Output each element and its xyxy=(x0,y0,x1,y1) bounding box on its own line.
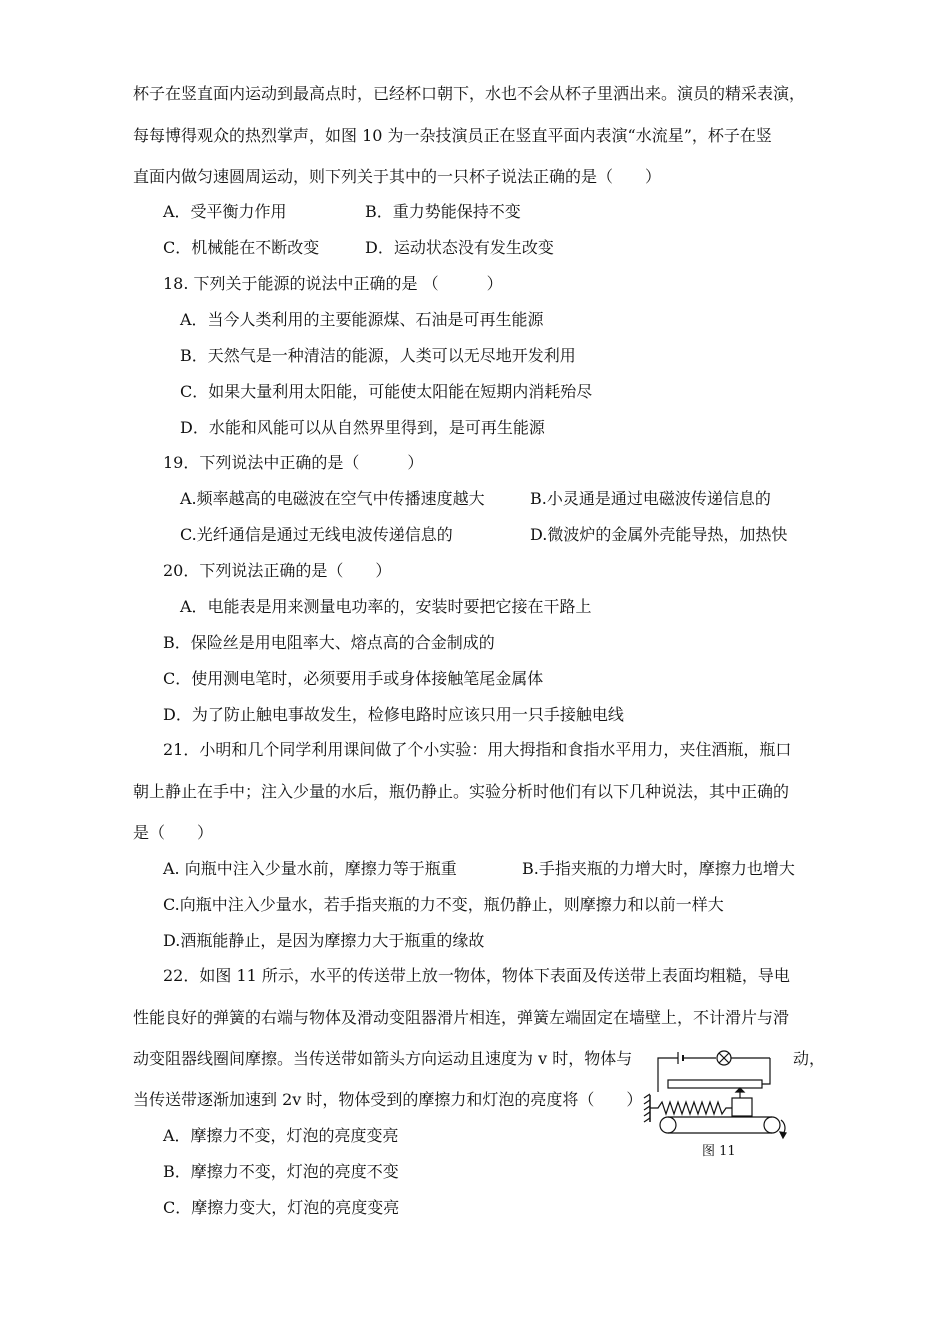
q21-option-b: B.手指夹瓶的力增大时，摩擦力也增大 xyxy=(522,859,795,878)
q18-stem: 18. 下列关于能源的说法中正确的是 （ ） xyxy=(163,274,503,293)
conveyor-left-roller xyxy=(660,1117,676,1133)
q22-line2: 性能良好的弹簧的右端与物体及滑动变阻器滑片相连，弹簧左端固定在墙壁上，不计滑片与滑 xyxy=(133,1008,790,1027)
figure-11-diagram xyxy=(640,1040,800,1140)
q22-line3-tail: 动， xyxy=(793,1049,826,1068)
figure-11 xyxy=(640,1040,800,1160)
q20-option-a: A．电能表是用来测量电功率的，安装时要把它接在干路上 xyxy=(180,597,592,616)
q17-option-c: C．机械能在不断改变 xyxy=(163,238,320,257)
q21-line3: 是（ ） xyxy=(133,823,214,842)
figure-11-caption: 图 11 xyxy=(702,1144,736,1159)
q21-option-d: D.酒瓶能静止，是因为摩擦力大于瓶重的缘故 xyxy=(163,931,485,950)
q19-stem: 19．下列说法中正确的是（ ） xyxy=(163,453,424,472)
q20-option-b: B．保险丝是用电阻率大、熔点高的合金制成的 xyxy=(163,633,495,652)
rheostat-coil xyxy=(668,1080,762,1088)
q18-option-b: B．天然气是一种清洁的能源，人类可以无尽地开发利用 xyxy=(180,346,576,365)
object-block xyxy=(732,1098,752,1116)
wire-right xyxy=(762,1058,770,1084)
q20-option-c: C．使用测电笔时，必须要用手或身体接触笔尾金属体 xyxy=(163,669,544,688)
q21-option-c: C.向瓶中注入少量水，若手指夹瓶的力不变，瓶仍静止，则摩擦力和以前一样大 xyxy=(163,895,724,914)
q21-option-a: A. 向瓶中注入少量水前，摩擦力等于瓶重 xyxy=(163,859,457,878)
q20-stem: 20．下列说法正确的是（ ） xyxy=(163,561,392,580)
q17-line3: 直面内做匀速圆周运动，则下列关于其中的一只杯子说法正确的是（ ） xyxy=(133,167,662,186)
q22-line4: 当传送带逐渐加速到 2v 时，物体受到的摩擦力和灯泡的亮度将（ ） xyxy=(133,1090,643,1109)
q19-option-d: D.微波炉的金属外壳能导热，加热快 xyxy=(530,525,788,544)
q18-option-d: D．水能和风能可以从自然界里得到，是可再生能源 xyxy=(180,418,545,437)
q17-line1: 杯子在竖直面内运动到最高点时，已经杯口朝下，水也不会从杯子里洒出来。演员的精采表演， xyxy=(133,84,806,103)
q22-option-a: A．摩擦力不变，灯泡的亮度变亮 xyxy=(163,1126,399,1145)
q19-option-b: B.小灵通是通过电磁波传递信息的 xyxy=(530,489,771,508)
q19-option-c: C.光纤通信是通过无线电波传递信息的 xyxy=(180,525,453,544)
q17-line2: 每每博得观众的热烈掌声，如图 10 为一杂技演员正在竖直平面内表演“水流星”，杯子在竖 xyxy=(133,126,772,145)
q21-line2: 朝上静止在手中；注入少量的水后，瓶仍静止。实验分析时他们有以下几种说法，其中正确的 xyxy=(133,782,790,801)
q22-line3: 动变阻器线圈间摩擦。当传送带如箭头方向运动且速度为 v 时，物体与 xyxy=(133,1049,633,1068)
q19-option-a: A.频率越高的电磁波在空气中传播速度越大 xyxy=(180,489,485,508)
q17-option-b: B．重力势能保持不变 xyxy=(365,202,521,221)
q18-option-c: C．如果大量利用太阳能，可能使太阳能在短期内消耗殆尽 xyxy=(180,382,593,401)
q17-option-d: D．运动状态没有发生改变 xyxy=(365,238,554,257)
q20-option-d: D．为了防止触电事故发生，检修电路时应该只用一只手接触电线 xyxy=(163,705,624,724)
spring xyxy=(650,1102,732,1114)
q22-option-c: C．摩擦力变大，灯泡的亮度变亮 xyxy=(163,1198,400,1217)
conveyor-right-roller xyxy=(764,1117,780,1133)
q17-option-a: A．受平衡力作用 xyxy=(163,202,287,221)
q21-line1: 21．小明和几个同学利用课间做了个小实验：用大拇指和食指水平用力，夹住酒瓶，瓶口 xyxy=(163,740,792,759)
q22-option-b: B．摩擦力不变，灯泡的亮度不变 xyxy=(163,1162,399,1181)
q22-line1: 22．如图 11 所示，水平的传送带上放一物体，物体下表面及传送带上表面均粗糙，导电 xyxy=(163,966,790,985)
q18-option-a: A．当今人类利用的主要能源煤、石油是可再生能源 xyxy=(180,310,544,329)
